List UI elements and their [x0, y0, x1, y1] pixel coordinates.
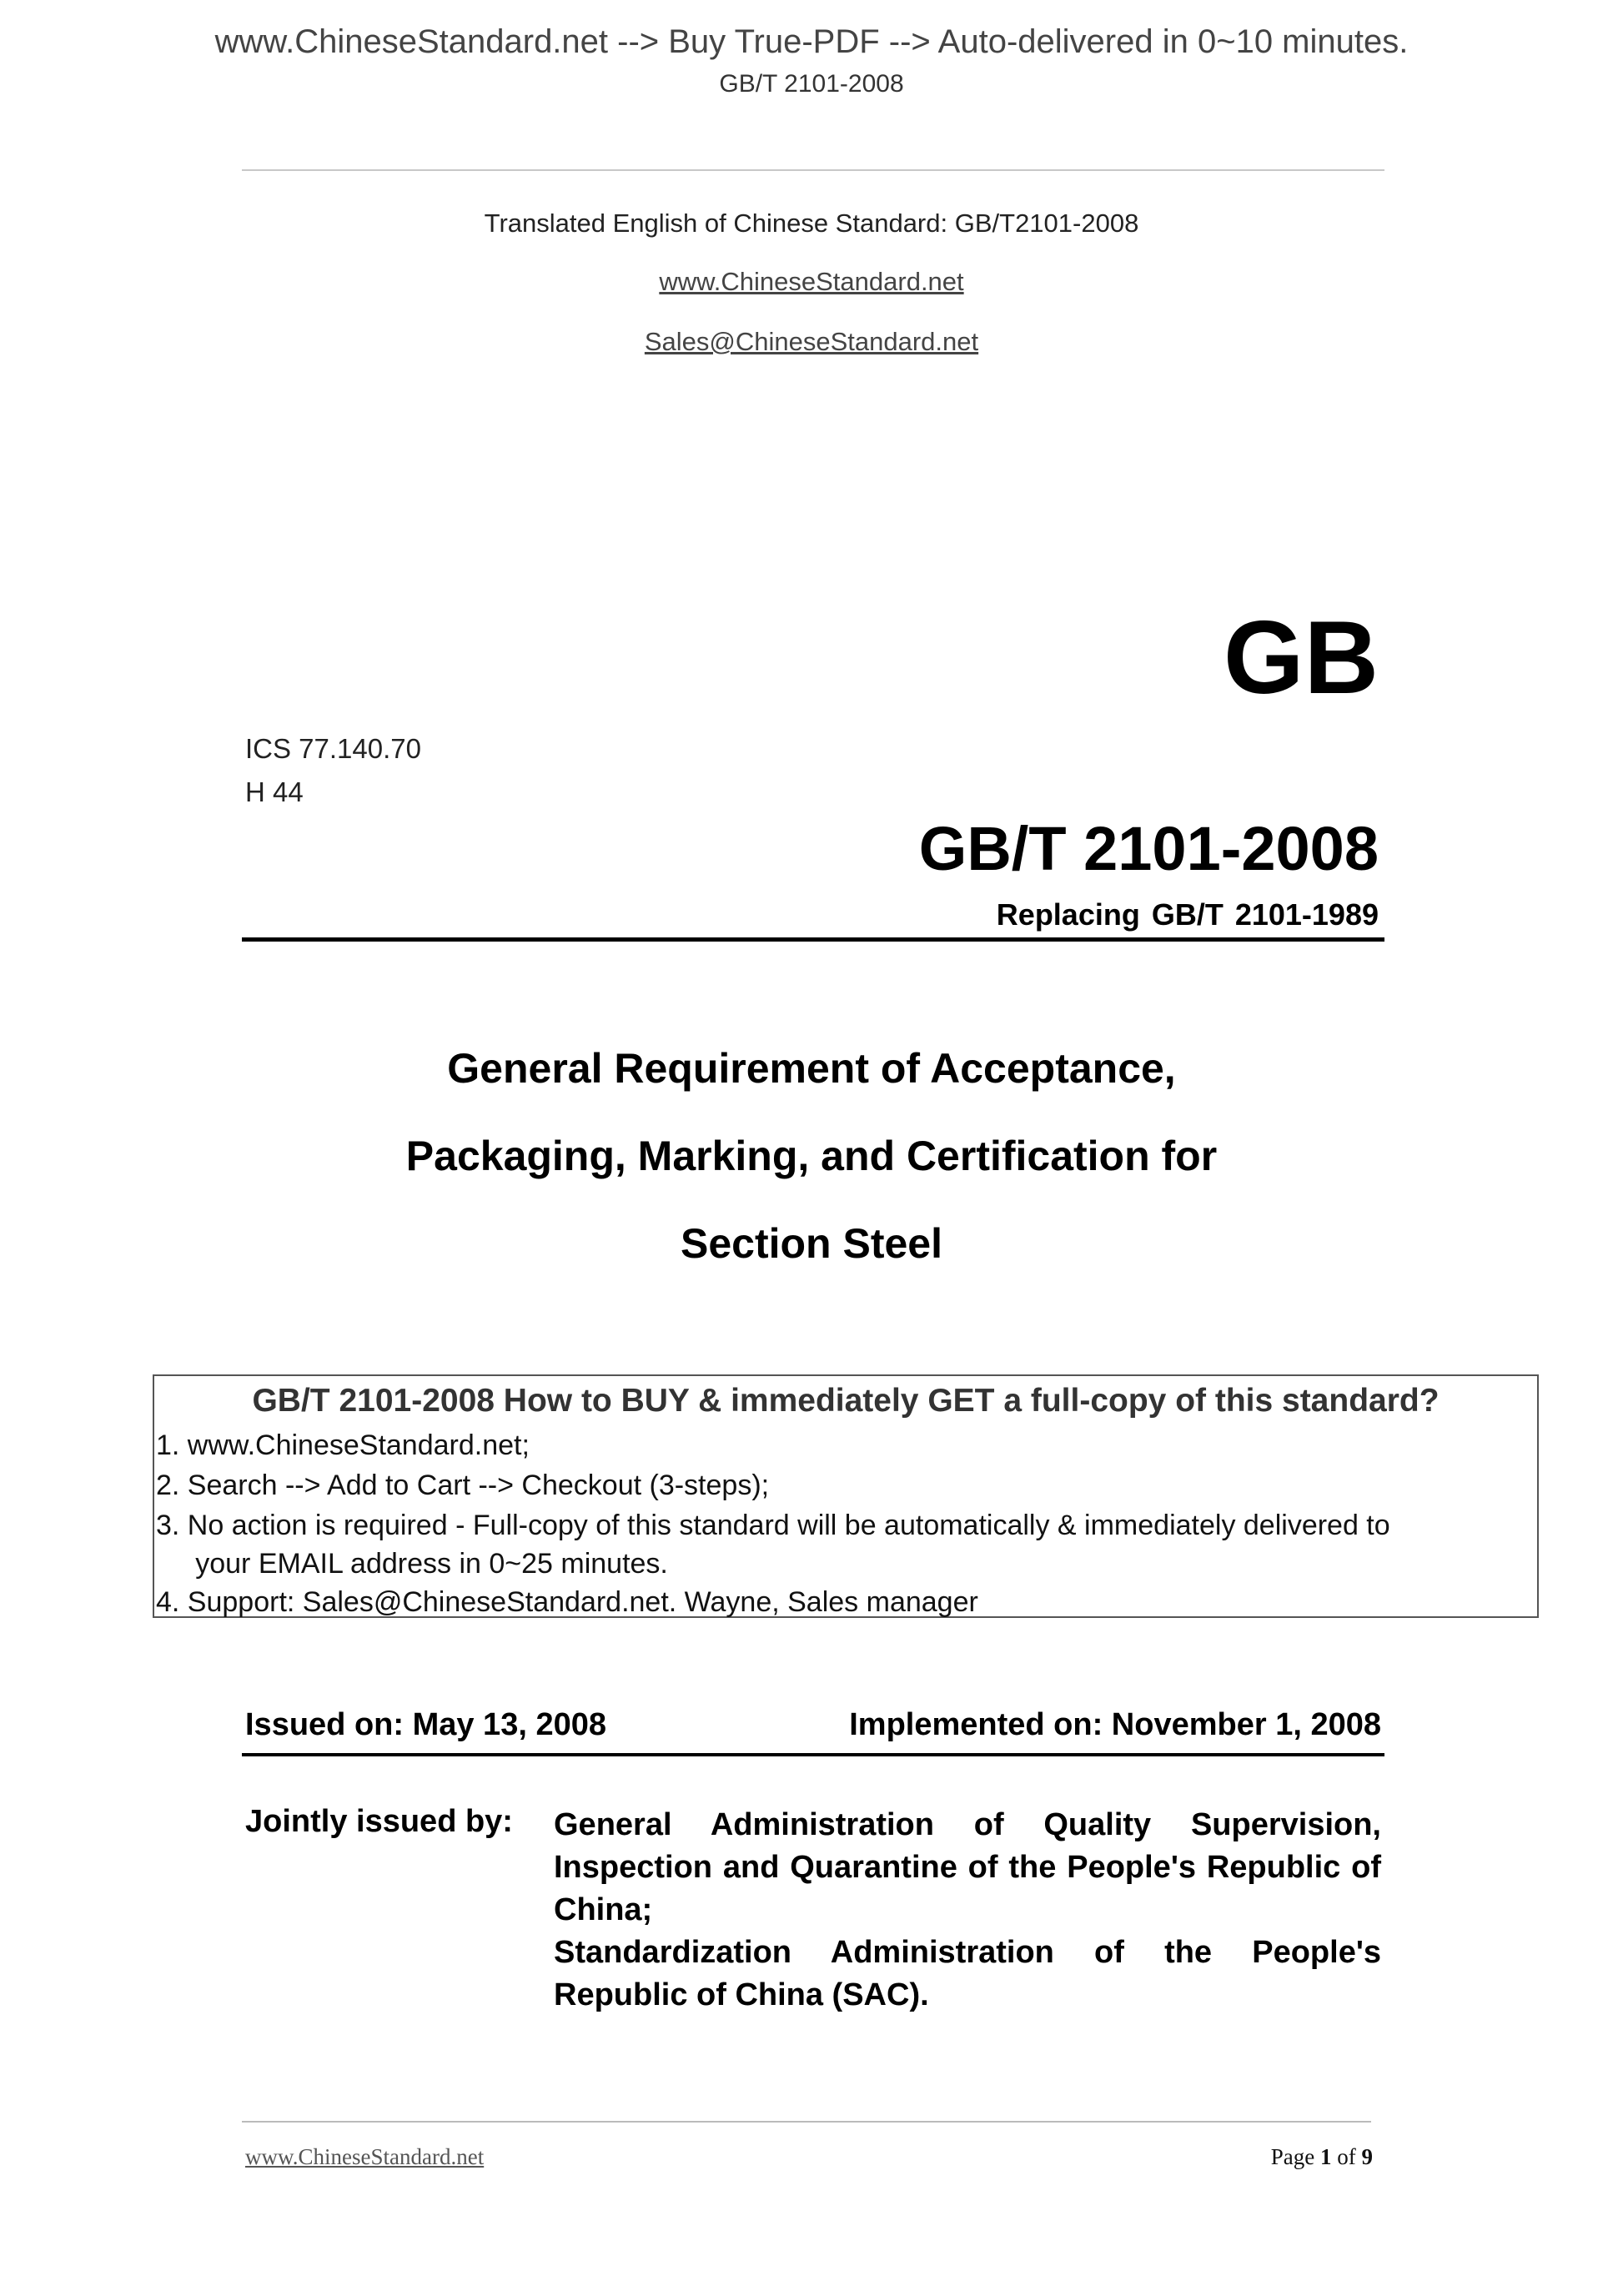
- page-prefix: Page: [1270, 2144, 1320, 2169]
- issued-date: Issued on: May 13, 2008: [245, 1707, 606, 1742]
- footer-website-link[interactable]: www.ChineseStandard.net: [245, 2144, 485, 2169]
- footer-divider: [242, 2121, 1371, 2123]
- title-line-1: General Requirement of Acceptance,: [447, 1045, 1176, 1092]
- buy-step-1: 1. www.ChineseStandard.net;: [156, 1429, 530, 1461]
- page-current: 1: [1320, 2144, 1332, 2169]
- title-line-3: Section Steel: [681, 1220, 942, 1267]
- replacing-note: Replacing GB/T 2101-1989: [996, 897, 1379, 932]
- ccs-code: H 44: [245, 776, 304, 807]
- jointly-issued-label: Jointly issued by:: [245, 1804, 513, 1839]
- header-standard-code: GB/T 2101-2008: [719, 70, 904, 98]
- buy-step-3: 3. No action is required - Full-copy of this standard will be automatically & immediately delivered to: [156, 1510, 1390, 1541]
- header-banner: www.ChineseStandard.net --> Buy True-PDF --> Auto-delivered in 0~10 minutes.: [214, 23, 1409, 60]
- gb-mark: GB: [1224, 600, 1379, 716]
- buy-step-2: 2. Search --> Add to Cart --> Checkout (3-steps);: [156, 1470, 770, 1501]
- standard-number: GB/T 2101-2008: [918, 814, 1379, 883]
- page-indicator: [1271, 2144, 1373, 2170]
- translated-line: Translated English of Chinese Standard: GB/T2101-2008: [484, 208, 1139, 238]
- page-total: 9: [1361, 2144, 1373, 2169]
- email-line: [0, 327, 1623, 357]
- buy-box-title: GB/T 2101-2008 How to BUY & immediately GET a full-copy of this standard?: [252, 1383, 1440, 1419]
- title-line-2: Packaging, Marking, and Certification for: [405, 1133, 1218, 1179]
- classification-codes: [245, 727, 421, 814]
- website-line: [0, 267, 1623, 297]
- email-link[interactable]: Sales@ChineseStandard.net: [644, 327, 979, 356]
- buy-instructions-box: [153, 1374, 1539, 1618]
- dates-divider: [242, 1753, 1384, 1756]
- header-divider: [242, 169, 1384, 171]
- main-divider: [242, 937, 1384, 942]
- issuer-aqsiq: General Administration of Quality Supervision, Inspection and Quarantine of the People's Republic of China;: [554, 1807, 1381, 1927]
- issuing-authorities: [554, 1804, 1381, 2017]
- buy-step-4: 4. Support: Sales@ChineseStandard.net. Wayne, Sales manager: [156, 1586, 978, 1618]
- implemented-date: Implemented on: November 1, 2008: [849, 1707, 1381, 1742]
- issuer-sac: Standardization Administration of the People's Republic of China (SAC).: [554, 1935, 1381, 2012]
- buy-step-3-continued: your EMAIL address in 0~25 minutes.: [156, 1548, 668, 1580]
- website-link[interactable]: www.ChineseStandard.net: [659, 267, 964, 296]
- ics-code: ICS 77.140.70: [245, 733, 421, 764]
- page-of: of: [1331, 2144, 1362, 2169]
